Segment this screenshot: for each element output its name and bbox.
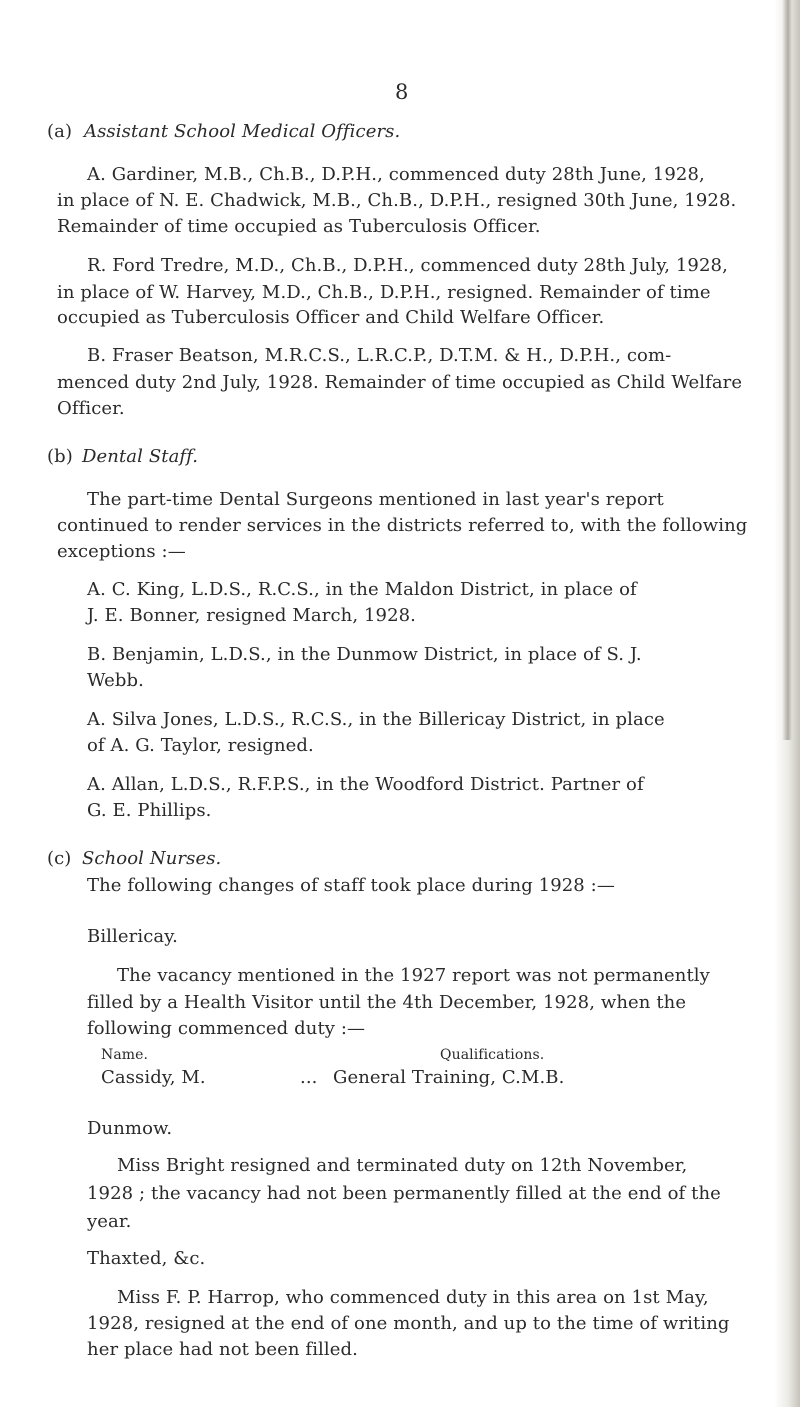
- section-b-line: A. Silva Jones, L.D.S., R.C.S., in the Billericay District, in place: [87, 709, 665, 730]
- dunmow-line: Miss Bright resigned and terminated duty on 12th November,: [117, 1155, 688, 1176]
- section-a-line: Officer.: [57, 398, 125, 419]
- section-b-line: G. E. Phillips.: [87, 800, 212, 821]
- table-header-name: Name.: [101, 1047, 149, 1063]
- billericay-line: The vacancy mentioned in the 1927 report was not permanently: [117, 965, 710, 986]
- subsection-billericay-title: Billericay.: [87, 926, 178, 947]
- table-cell-qualifications: General Training, C.M.B.: [333, 1067, 565, 1088]
- section-b-label: (b): [47, 446, 73, 467]
- binding-shadow: [782, 0, 792, 740]
- section-c-intro: The following changes of staff took place during 1928 :—: [87, 875, 615, 896]
- section-a-line: R. Ford Tredre, M.D., Ch.B., D.P.H., commenced duty 28th July, 1928,: [87, 255, 728, 276]
- section-a-line: occupied as Tuberculosis Officer and Child Welfare Officer.: [57, 307, 605, 328]
- section-b-line: of A. G. Taylor, resigned.: [87, 735, 314, 756]
- billericay-line: following commenced duty :—: [87, 1018, 366, 1039]
- thaxted-line: 1928, resigned at the end of one month, and up to the time of writing: [87, 1313, 730, 1334]
- section-a-line: B. Fraser Beatson, M.R.C.S., L.R.C.P., D.T.M. & H., D.P.H., com-: [87, 345, 672, 366]
- billericay-line: filled by a Health Visitor until the 4th December, 1928, when the: [87, 992, 687, 1013]
- dunmow-line: 1928 ; the vacancy had not been permanently filled at the end of the: [87, 1183, 721, 1204]
- section-a-line: menced duty 2nd July, 1928. Remainder of time occupied as Child Welfare: [57, 372, 743, 393]
- table-header-qualifications: Qualifications.: [440, 1047, 545, 1063]
- subsection-dunmow-title: Dunmow.: [87, 1118, 173, 1139]
- section-b-line: J. E. Bonner, resigned March, 1928.: [87, 605, 416, 626]
- section-b-line: Webb.: [87, 670, 144, 691]
- dunmow-line: year.: [87, 1211, 132, 1232]
- section-b-line: continued to render services in the districts referred to, with the following: [57, 515, 748, 536]
- section-a-heading: Assistant School Medical Officers.: [84, 121, 401, 142]
- section-b-line: B. Benjamin, L.D.S., in the Dunmow District, in place of S. J.: [87, 644, 642, 665]
- thaxted-line: Miss F. P. Harrop, who commenced duty in this area on 1st May,: [117, 1287, 709, 1308]
- subsection-thaxted-title: Thaxted, &c.: [87, 1248, 206, 1269]
- thaxted-line: her place had not been filled.: [87, 1339, 358, 1360]
- section-b-line: A. C. King, L.D.S., R.C.S., in the Maldon District, in place of: [87, 579, 637, 600]
- section-c-label: (c): [47, 848, 72, 869]
- table-cell-leader: ...: [300, 1067, 318, 1088]
- section-a-line: in place of W. Harvey, M.D., Ch.B., D.P.H., resigned. Remainder of time: [57, 282, 711, 303]
- section-b-line: exceptions :—: [57, 541, 186, 562]
- section-b-line: The part-time Dental Surgeons mentioned in last year's report: [87, 489, 664, 510]
- table-cell-name: Cassidy, M.: [101, 1067, 206, 1088]
- section-b-line: A. Allan, L.D.S., R.F.P.S., in the Woodford District. Partner of: [87, 774, 644, 795]
- section-a-label: (a): [47, 121, 73, 142]
- section-a-line: in place of N. E. Chadwick, M.B., Ch.B., D.P.H., resigned 30th June, 1928.: [57, 190, 737, 211]
- section-a-line: Remainder of time occupied as Tuberculosis Officer.: [57, 216, 541, 237]
- section-c-heading: School Nurses.: [82, 848, 222, 869]
- page-number: 8: [395, 80, 409, 104]
- section-b-heading: Dental Staff.: [82, 446, 199, 467]
- section-a-line: A. Gardiner, M.B., Ch.B., D.P.H., commenced duty 28th June, 1928,: [87, 164, 705, 185]
